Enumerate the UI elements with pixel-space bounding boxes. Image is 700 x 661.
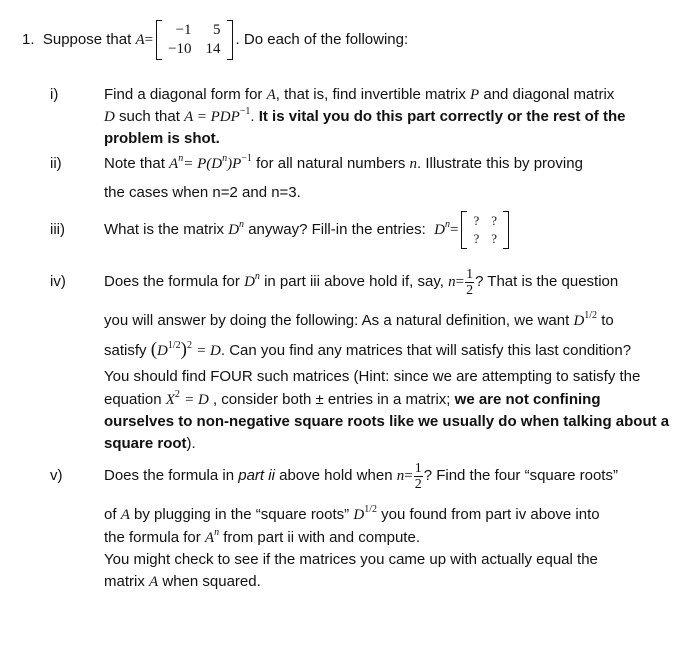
equals-sign: = bbox=[455, 274, 465, 290]
math-eq: = D bbox=[196, 343, 221, 359]
text: from part ii with and compute. bbox=[223, 529, 420, 546]
text: , consider both ± entries in a matrix; bbox=[212, 391, 451, 408]
text: Does the formula for bbox=[104, 273, 240, 290]
text: the formula for bbox=[104, 529, 201, 546]
math-eq: )P bbox=[227, 156, 242, 172]
equals-sign: = bbox=[449, 222, 459, 238]
sup: n bbox=[254, 271, 260, 282]
math-D: D bbox=[157, 343, 168, 359]
part-v-line3 bbox=[104, 529, 420, 547]
math-eq: = D bbox=[184, 392, 209, 408]
paren: ) bbox=[180, 339, 187, 360]
fraction-half bbox=[414, 461, 423, 492]
unknown-entry: ? bbox=[491, 231, 498, 247]
equals-sign: = bbox=[144, 31, 154, 48]
text: anyway? Fill-in the entries: bbox=[248, 221, 426, 238]
matrix-cell: −10 bbox=[168, 41, 192, 57]
math-A: A bbox=[149, 574, 159, 590]
sup: 2 bbox=[186, 340, 192, 351]
part-v-label: v) bbox=[50, 467, 63, 484]
text: to bbox=[601, 312, 614, 329]
text: you will answer by doing the following: As a natural definition, we want bbox=[104, 312, 570, 329]
sup: 1/2 bbox=[584, 310, 598, 321]
sup: n bbox=[239, 219, 245, 230]
part-ii-line2 bbox=[104, 184, 301, 202]
sup: 2 bbox=[174, 389, 180, 400]
part-i-line2 bbox=[104, 108, 625, 126]
denominator: 2 bbox=[466, 282, 474, 298]
text: ? Find the four “square roots” bbox=[423, 467, 618, 484]
intro-after: . Do each of the following: bbox=[235, 30, 409, 48]
math-X: X bbox=[165, 392, 175, 408]
part-v-line1 bbox=[104, 458, 618, 494]
text: You might check to see if the matrices you came up with actually equal the bbox=[104, 551, 598, 568]
sup: n bbox=[222, 153, 228, 164]
unknown-entry: ? bbox=[473, 213, 480, 229]
text: . bbox=[250, 108, 255, 125]
denominator: 2 bbox=[414, 476, 422, 492]
math-A: A bbox=[169, 156, 179, 172]
part-i-line3 bbox=[104, 130, 220, 148]
text: such that bbox=[119, 108, 180, 125]
sup: −1 bbox=[239, 106, 251, 117]
text: when squared. bbox=[162, 573, 261, 590]
sup: 1/2 bbox=[167, 340, 181, 351]
paren: ( bbox=[150, 339, 158, 360]
bold-text: square root bbox=[104, 435, 187, 452]
part-ii-label: ii) bbox=[50, 155, 62, 172]
text: Find a diagonal form for bbox=[104, 86, 263, 103]
part-iv-line4 bbox=[104, 368, 640, 386]
sup: n bbox=[214, 527, 220, 538]
part-v-line4 bbox=[104, 551, 598, 569]
italic-text: part ii bbox=[238, 467, 275, 484]
text: Note that bbox=[104, 155, 165, 172]
numerator: 1 bbox=[414, 460, 422, 476]
text: ? That is the question bbox=[475, 273, 619, 290]
text: ). bbox=[186, 435, 196, 452]
part-iv-line6 bbox=[104, 413, 669, 431]
math-n: n bbox=[409, 156, 417, 172]
part-iv-line3 bbox=[104, 341, 631, 360]
text: for all natural numbers bbox=[256, 155, 406, 172]
matrix-var: A bbox=[135, 31, 145, 48]
text: you found from part iv above into bbox=[381, 506, 600, 523]
math-D: D bbox=[573, 313, 585, 329]
sup: 1/2 bbox=[364, 504, 377, 515]
part-iv-line7 bbox=[104, 435, 196, 453]
bold-text: It is vital you do this part correctly or the rest of the bbox=[258, 108, 626, 125]
part-iv-label: iv) bbox=[50, 273, 66, 290]
math-D: D bbox=[228, 222, 240, 238]
text: of bbox=[104, 506, 117, 523]
part-i-label: i) bbox=[50, 86, 59, 103]
math-n: n bbox=[448, 274, 456, 290]
text: satisfy bbox=[104, 342, 147, 359]
part-iv-line2 bbox=[104, 312, 614, 330]
text: by plugging in the “square roots” bbox=[134, 506, 350, 523]
bold-text: problem is shot. bbox=[104, 130, 220, 147]
part-v-line5 bbox=[104, 573, 261, 591]
text: . Illustrate this by proving bbox=[417, 155, 583, 172]
math-A: A bbox=[120, 507, 130, 523]
part-iii-line1 bbox=[104, 210, 512, 250]
math-A: A bbox=[204, 530, 215, 546]
equals-sign: = bbox=[404, 468, 413, 484]
math-D: D bbox=[244, 274, 255, 290]
problem-number: 1. bbox=[22, 30, 35, 48]
text: , that is, find invertible matrix bbox=[275, 86, 466, 103]
sup: n bbox=[178, 153, 184, 164]
matrix-Dn bbox=[461, 211, 509, 249]
math-n: n bbox=[396, 468, 405, 484]
text: equation bbox=[104, 391, 162, 408]
unknown-entry: ? bbox=[473, 231, 480, 247]
matrix-cell: 14 bbox=[205, 41, 221, 57]
text: You should find FOUR such matrices (Hint: since we are attempting to satisfy the bbox=[104, 368, 641, 385]
text: and diagonal matrix bbox=[483, 86, 615, 103]
text: in part iii above hold if, say, bbox=[264, 273, 444, 290]
part-iv-line5 bbox=[104, 391, 601, 409]
sup: −1 bbox=[241, 153, 252, 164]
unknown-entry: ? bbox=[491, 213, 498, 229]
text: matrix bbox=[104, 573, 145, 590]
text: the cases when n=2 and n=3. bbox=[104, 184, 301, 201]
text: Does the formula in bbox=[104, 467, 235, 484]
text: . Can you find any matrices that will satisfy this last condition? bbox=[220, 342, 632, 359]
bold-text: ourselves to non-negative square roots like we usually do when talking about a bbox=[104, 413, 670, 430]
part-iii-label: iii) bbox=[50, 221, 65, 238]
matrix-cell: −1 bbox=[175, 22, 192, 38]
sup: n bbox=[444, 219, 450, 230]
bold-text: we are not confining bbox=[454, 391, 601, 408]
numerator: 1 bbox=[466, 266, 474, 282]
math-D: D bbox=[434, 222, 445, 238]
math-eq: A = PDP bbox=[184, 109, 240, 125]
math-D: D bbox=[104, 109, 115, 125]
part-ii-line1 bbox=[104, 155, 583, 173]
problem-header bbox=[22, 20, 408, 60]
matrix-cell: 5 bbox=[213, 22, 221, 38]
math-A: A bbox=[266, 87, 276, 103]
text: above hold when bbox=[279, 467, 393, 484]
math-P: P bbox=[470, 87, 480, 103]
intro-text: Suppose that bbox=[42, 30, 132, 48]
matrix-A bbox=[156, 20, 232, 60]
math-D: D bbox=[353, 507, 365, 523]
part-iv-line1 bbox=[104, 264, 618, 300]
part-v-line2 bbox=[104, 506, 600, 524]
text: What is the matrix bbox=[104, 221, 225, 238]
math-eq: = P(D bbox=[183, 156, 223, 172]
part-i-line1 bbox=[104, 86, 614, 104]
fraction-half bbox=[465, 267, 474, 298]
